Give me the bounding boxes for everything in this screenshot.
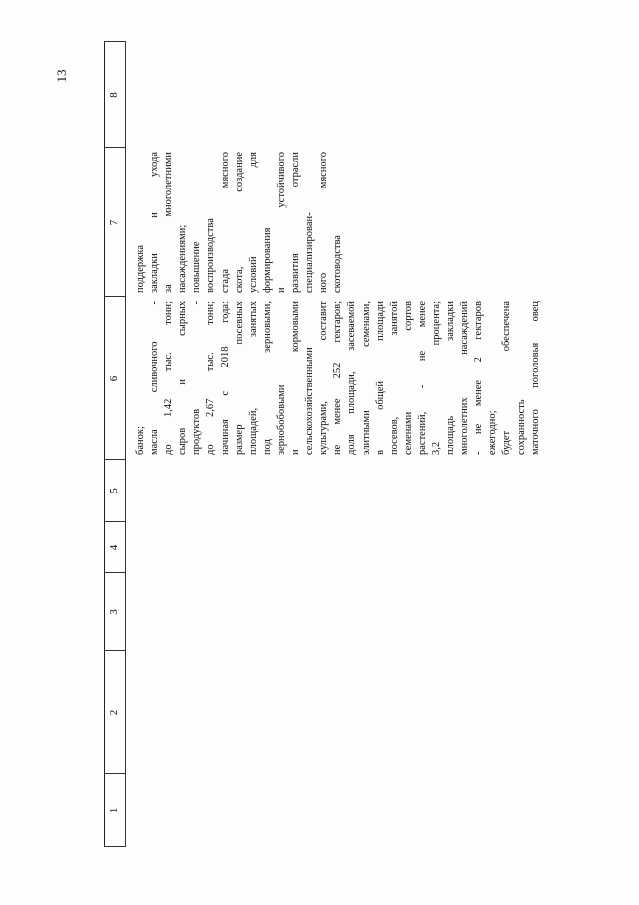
text-line: 3,2 процента; — [430, 301, 442, 455]
text-line: условий для — [247, 152, 259, 293]
text-line: многолетних насаждений — [459, 301, 471, 455]
text-line: доля площади, засеваемой — [346, 301, 358, 455]
text-line: под зерновыми, — [261, 301, 273, 455]
rotated-table — [104, 41, 595, 847]
header-col-1: 1 — [108, 807, 120, 814]
text-line: растений, - не менее — [416, 301, 428, 455]
text-line: и кормовыми — [290, 301, 302, 455]
text-line: в общей площади — [374, 301, 386, 455]
text-line: сыров и сырных — [177, 301, 189, 455]
text-line: скотоводства — [332, 235, 344, 293]
text-line: площадь закладки — [445, 301, 457, 455]
text-line: банок; — [135, 426, 146, 455]
header-col-7: 7 — [108, 219, 120, 226]
text-line: развития отрасли — [290, 152, 302, 293]
text-line: культурами, составит — [318, 301, 330, 455]
header-col-5: 5 — [108, 488, 120, 494]
text-line: не менее 252 гектаров; — [332, 301, 344, 455]
text-line: закладки и ухода — [149, 152, 161, 293]
text-line: продуктов - — [191, 301, 203, 455]
text-line: - не менее 2 гектаров — [473, 301, 485, 455]
text-line: будет обеспечена — [501, 301, 513, 455]
text-line: элитными семенами, — [360, 301, 372, 455]
text-line: ного мясного — [318, 152, 330, 293]
text-line: сохранность — [515, 399, 527, 455]
text-line: формирования — [261, 227, 273, 293]
text-line: повышение — [191, 241, 203, 293]
text-line: воспроизводства — [205, 218, 217, 293]
text-line: размер посевных — [233, 301, 245, 455]
text-line: и устойчивого — [275, 152, 287, 293]
text-line: зернобобовыми — [275, 384, 287, 455]
text-line: поддержка — [135, 244, 146, 293]
text-line: масла сливочного - — [149, 301, 161, 455]
text-line: ежегодно; — [487, 410, 499, 455]
text-line: посевов, занятой — [388, 301, 400, 455]
text-line: скота, создание — [233, 152, 245, 293]
column-6-text — [134, 301, 543, 455]
header-col-2: 2 — [108, 709, 120, 716]
text-line: начиная с 2018 года: — [219, 301, 231, 455]
column-7-text — [134, 152, 345, 293]
header-bottom-border — [125, 41, 126, 847]
text-line: семенами сортов — [402, 301, 414, 455]
header-col-8: 8 — [108, 92, 120, 98]
text-line: до 1,42 тыс. тонн; — [163, 301, 175, 455]
page-number: 13 — [54, 69, 69, 83]
header-col-3: 3 — [108, 609, 120, 615]
text-line: сельскохозяйственными — [304, 347, 316, 455]
text-line: насаждениями; — [177, 224, 189, 293]
text-line: маточного поголовья овец — [529, 301, 541, 455]
text-line: специализирован- — [304, 212, 316, 293]
text-line: за многолетними — [163, 152, 175, 293]
text-line: площадей, занятых — [247, 301, 259, 455]
header-col-4: 4 — [108, 544, 120, 551]
text-line: стада мясного — [219, 152, 231, 293]
text-line: до 2,67 тыс. тонн; — [205, 301, 217, 455]
header-col-6: 6 — [108, 375, 120, 382]
